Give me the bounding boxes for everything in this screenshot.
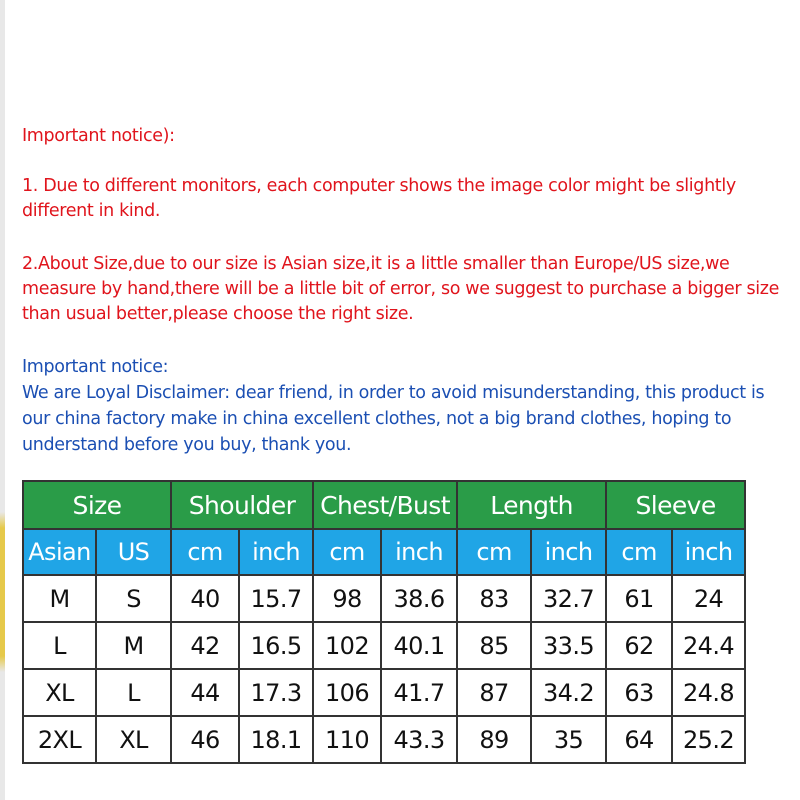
header-sleeve: Sleeve [606,481,745,529]
table-cell: 34.2 [531,669,606,716]
table-cell: 38.6 [381,575,457,622]
table-cell: 63 [606,669,672,716]
table-cell: 24.4 [672,622,745,669]
table-cell: 64 [606,716,672,763]
subheader-cell: cm [606,529,672,575]
table-cell: 41.7 [381,669,457,716]
left-edge-strip [0,0,5,800]
table-cell: 110 [313,716,381,763]
table-cell: 98 [313,575,381,622]
table-row [23,622,745,669]
table-cell: XL [23,669,96,716]
table-cell: 62 [606,622,672,669]
disclaimer-text: We are Loyal Disclaimer: dear friend, in order to avoid misunderstanding, this product is our china factory make in china excellent clothes, not a big brand clothes, hoping to understand before you buy, thank you. [22,383,765,455]
table-cell: 44 [171,669,239,716]
table-cell: 89 [457,716,531,763]
subheader-cell: US [96,529,171,575]
notice-title-1: Important notice): [22,126,175,146]
size-chart-table [22,480,746,764]
table-cell: 85 [457,622,531,669]
disclaimer-block [22,354,792,458]
table-cell: XL [96,716,171,763]
table-cell: 33.5 [531,622,606,669]
table-cell: 43.3 [381,716,457,763]
table-row [23,669,745,716]
table-cell: 32.7 [531,575,606,622]
table-cell: 40 [171,575,239,622]
subheader-cell: inch [381,529,457,575]
header-size: Size [23,481,171,529]
notice-item-2: 2.About Size,due to our size is Asian size,it is a little smaller than Europe/US size,we measure by hand,there will be a little bit of error, so we suggest to purchase a bigger size than usual better,please choose the right size. [22,254,780,324]
table-sub-header-row [23,529,745,575]
table-cell: 61 [606,575,672,622]
table-cell: M [23,575,96,622]
table-cell: 18.1 [239,716,313,763]
table-cell: 25.2 [672,716,745,763]
notice-item-1: 1. Due to different monitors, each computer shows the image color might be slightly different in kind. [22,176,736,221]
notice-title-2: Important notice: [22,357,169,377]
table-group-header-row [23,481,745,529]
subheader-cell: inch [672,529,745,575]
table-cell: 24.8 [672,669,745,716]
subheader-cell: inch [239,529,313,575]
header-shoulder: Shoulder [171,481,313,529]
subheader-cell: cm [457,529,531,575]
table-cell: 15.7 [239,575,313,622]
table-cell: 17.3 [239,669,313,716]
table-cell: 87 [457,669,531,716]
table-cell: 16.5 [239,622,313,669]
table-cell: S [96,575,171,622]
table-cell: 2XL [23,716,96,763]
table-row [23,575,745,622]
table-cell: 35 [531,716,606,763]
header-length: Length [457,481,606,529]
table-cell: L [96,669,171,716]
subheader-cell: cm [313,529,381,575]
subheader-cell: cm [171,529,239,575]
table-cell: 102 [313,622,381,669]
table-cell: M [96,622,171,669]
table-cell: L [23,622,96,669]
table-cell: 46 [171,716,239,763]
table-cell: 40.1 [381,622,457,669]
table-cell: 42 [171,622,239,669]
subheader-cell: Asian [23,529,96,575]
table-cell: 24 [672,575,745,622]
header-chest-bust: Chest/Bust [313,481,457,529]
table-cell: 83 [457,575,531,622]
table-cell: 106 [313,669,381,716]
subheader-cell: inch [531,529,606,575]
table-row [23,716,745,763]
